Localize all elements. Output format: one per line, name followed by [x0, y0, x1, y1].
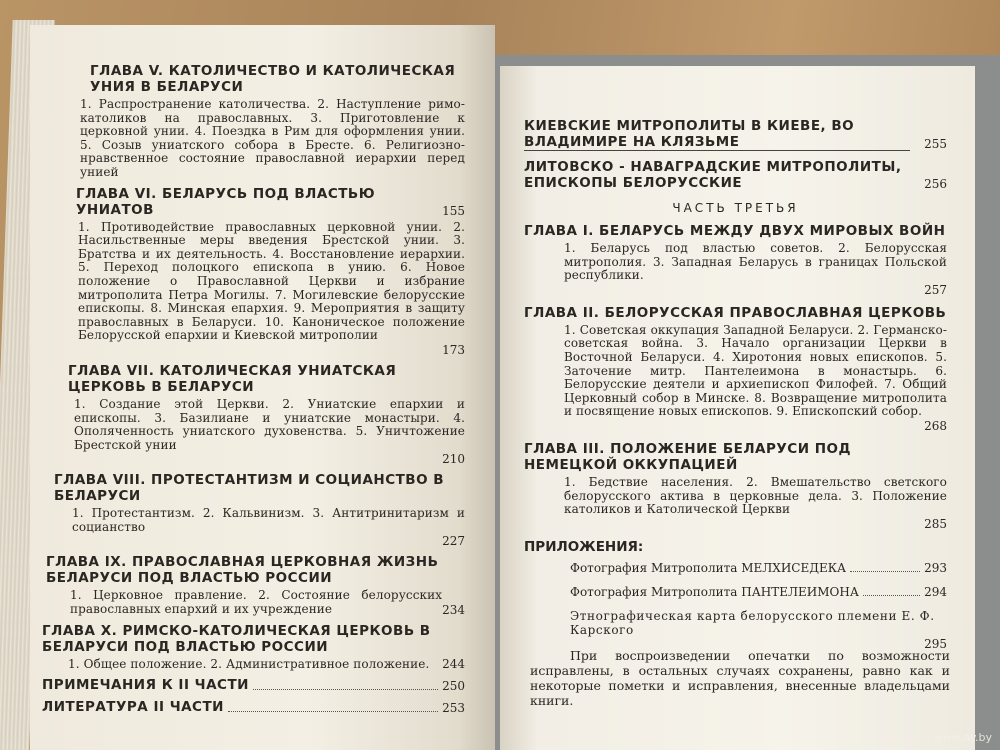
chapter-9: [42, 554, 465, 616]
chapter-description: 1. Церковное правление. 2. Состояние белорусских православных епархий и их учреждение: [70, 588, 443, 617]
notes-title: ПРИМЕЧАНИЯ К II ЧАСТИ: [42, 677, 249, 694]
chapter-title: ГЛАВА VIII. ПРОТЕСТАНТИЗМ И СОЦИАНСТВО В БЕЛАРУСИ: [54, 472, 445, 505]
appendix-item: [570, 561, 947, 575]
right-page: [500, 66, 975, 750]
appendix-item-title: Этнографическая карта белорусского племени Е. Ф. Карского: [570, 608, 935, 637]
chapter-description: 1. Противодействие православных церковной унии. 2. Насильственные меры введения Брестской унии. 3. Братства и их деятельность. 4. Восстановление иерархии. 5. Переход полоцкого епископа в унию. 6. Новое положение о Православной Церкви и избрание митрополита Петра Могилы. 7. Могилевские белорусские епископы. 8. Минская епархия. 9. Мероприятия в защиту православных в Беларуси. 10. Каноническое положение Белорусской епархии и Киевской митрополии: [78, 219, 465, 343]
page-number: 244: [442, 657, 465, 672]
page-number: 268: [924, 418, 947, 433]
appendix-item-title: Фотография Митрополита ПАНТЕЛЕИМОНА: [570, 584, 859, 599]
page-number: 294: [924, 584, 947, 599]
chapter-title: ГЛАВА X. РИМСКО-КАТОЛИЧЕСКАЯ ЦЕРКОВЬ В БЕЛАРУСИ ПОД ВЛАСТЬЮ РОССИИ: [42, 622, 431, 655]
leader-dots: [850, 571, 920, 572]
page-number: 173: [442, 342, 465, 357]
chapter-title: ГЛАВА III. ПОЛОЖЕНИЕ БЕЛАРУСИ ПОД НЕМЕЦКОЙ ОККУПАЦИЕЙ: [524, 440, 852, 473]
page-number: 227: [442, 534, 465, 549]
chapter-title: ГЛАВА VII. КАТОЛИЧЕСКАЯ УНИАТСКАЯ ЦЕРКОВЬ В БЕЛАРУСИ: [68, 362, 397, 395]
part-title: ЧАСТЬ ТРЕТЬЯ: [672, 201, 799, 215]
chapter-description: 1. Создание этой Церкви. 2. Униатские епархии и епископы. 3. Базилиане и униатские монастыри. 4. Ополяченность униатского духовенства. 5. Уничтожение Брестской унии: [74, 396, 465, 452]
appendix-title: ПРИЛОЖЕНИЯ:: [524, 538, 644, 555]
leader-dots: [228, 711, 438, 712]
appendix-item-title: Фотография Митрополита МЕЛХИСЕДЕКА: [570, 560, 847, 575]
chapter-2: [524, 305, 947, 433]
chapter-description: 1. Распространение католичества. 2. Наступление римо-католиков на православных. 3. Приготовление к церковной унии. 4. Поездка в Рим для оформления унии. 5. Созыв униатского собора в Бресте. 6. Религиозно-нравственное состояние православной иерархии перед унией: [80, 97, 465, 179]
page-number: 253: [442, 701, 465, 716]
page-number: 257: [924, 282, 947, 297]
page-number: 293: [924, 560, 947, 575]
page-number: 285: [924, 516, 947, 531]
page-number: 255: [924, 137, 947, 151]
chapter-3: [524, 441, 947, 531]
lithuanian-metropolitans-entry: [524, 159, 947, 191]
appendix-item: [570, 585, 947, 599]
page-number: 250: [442, 679, 465, 694]
chapter-6: [42, 186, 465, 357]
left-page: [30, 25, 495, 750]
page-number: 256: [924, 177, 947, 191]
leader-dots: [863, 595, 920, 596]
notes-entry: [42, 677, 465, 693]
chapter-10: [42, 623, 465, 672]
chapter-title: ГЛАВА II. БЕЛОРУССКАЯ ПРАВОСЛАВНАЯ ЦЕРКОВЬ: [524, 304, 947, 321]
entry-title: КИЕВСКИЕ МИТРОПОЛИТЫ В КИЕВЕ, ВО ВЛАДИМИРЕ НА КЛЯЗЬМЕ: [524, 118, 910, 151]
kiev-metropolitans-entry: [524, 118, 947, 151]
literature-title: ЛИТЕРАТУРА II ЧАСТИ: [42, 699, 224, 716]
chapter-7: [42, 363, 465, 466]
chapter-title: ГЛАВА VI. БЕЛАРУСЬ ПОД ВЛАСТЬЮ УНИАТОВ: [76, 185, 376, 218]
chapter-description: 1. Бедствие населения. 2. Вмешательство светского белорусского актива в церковные дела. 3. Положение католиков и Католической Церкви: [564, 474, 947, 517]
entry-title: ЛИТОВСКО - НАВАГРАДСКИЕ МИТРОПОЛИТЫ, ЕПИСКОПЫ БЕЛОРУССКИЕ: [524, 159, 902, 191]
chapter-title: ГЛАВА IX. ПРАВОСЛАВНАЯ ЦЕРКОВНАЯ ЖИЗНЬ БЕЛАРУСИ ПОД ВЛАСТЬЮ РОССИИ: [46, 554, 439, 587]
chapter-1: [524, 223, 947, 297]
chapter-8: [42, 472, 465, 548]
page-number: 210: [442, 452, 465, 467]
leader-dots: [253, 689, 438, 690]
chapter-description: 1. Беларусь под властью советов. 2. Белорусская митрополия. 3. Западная Беларусь в границах Польской республики.: [564, 241, 947, 283]
chapter-description: 1. Протестантизм. 2. Кальвинизм. 3. Антитринитаризм и социанство: [72, 506, 465, 534]
chapter-description: 1. Общее положение. 2. Административное положение.: [68, 656, 430, 671]
watermark: www.ay.by: [933, 731, 992, 744]
chapter-description: 1. Советская оккупация Западной Беларуси. 2. Германско-советская война. 3. Начало организации Церкви в Восточной Беларуси. 4. Хиротония новых епископов. 5. Заточение митр. Пантелеимона в монастырь. 6. Белорусские деятели и архиепископ Филофей. 7. Общий Церковный собор в Минске. 8. Возвращение митрополита и посвящение новых епископов. 9. Епископский собор.: [564, 322, 947, 419]
reprint-note: При воспроизведении опечатки по возможности исправлены, в остальных случаях сохранены, равно как и некоторые пометки и исправления, внесенные владельцами книги.: [530, 648, 950, 708]
chapter-title: ГЛАВА V. КАТОЛИЧЕСТВО И КАТОЛИЧЕСКАЯ УНИЯ В БЕЛАРУСИ: [90, 63, 456, 95]
chapter-title: ГЛАВА I. БЕЛАРУСЬ МЕЖДУ ДВУХ МИРОВЫХ ВОЙН: [524, 223, 946, 239]
page-number: 234: [442, 602, 465, 617]
page-number: 295: [924, 636, 947, 651]
chapter-5: [42, 63, 465, 180]
appendix-item: [570, 609, 947, 651]
literature-entry: [42, 699, 465, 715]
page-number: 155: [442, 203, 465, 218]
